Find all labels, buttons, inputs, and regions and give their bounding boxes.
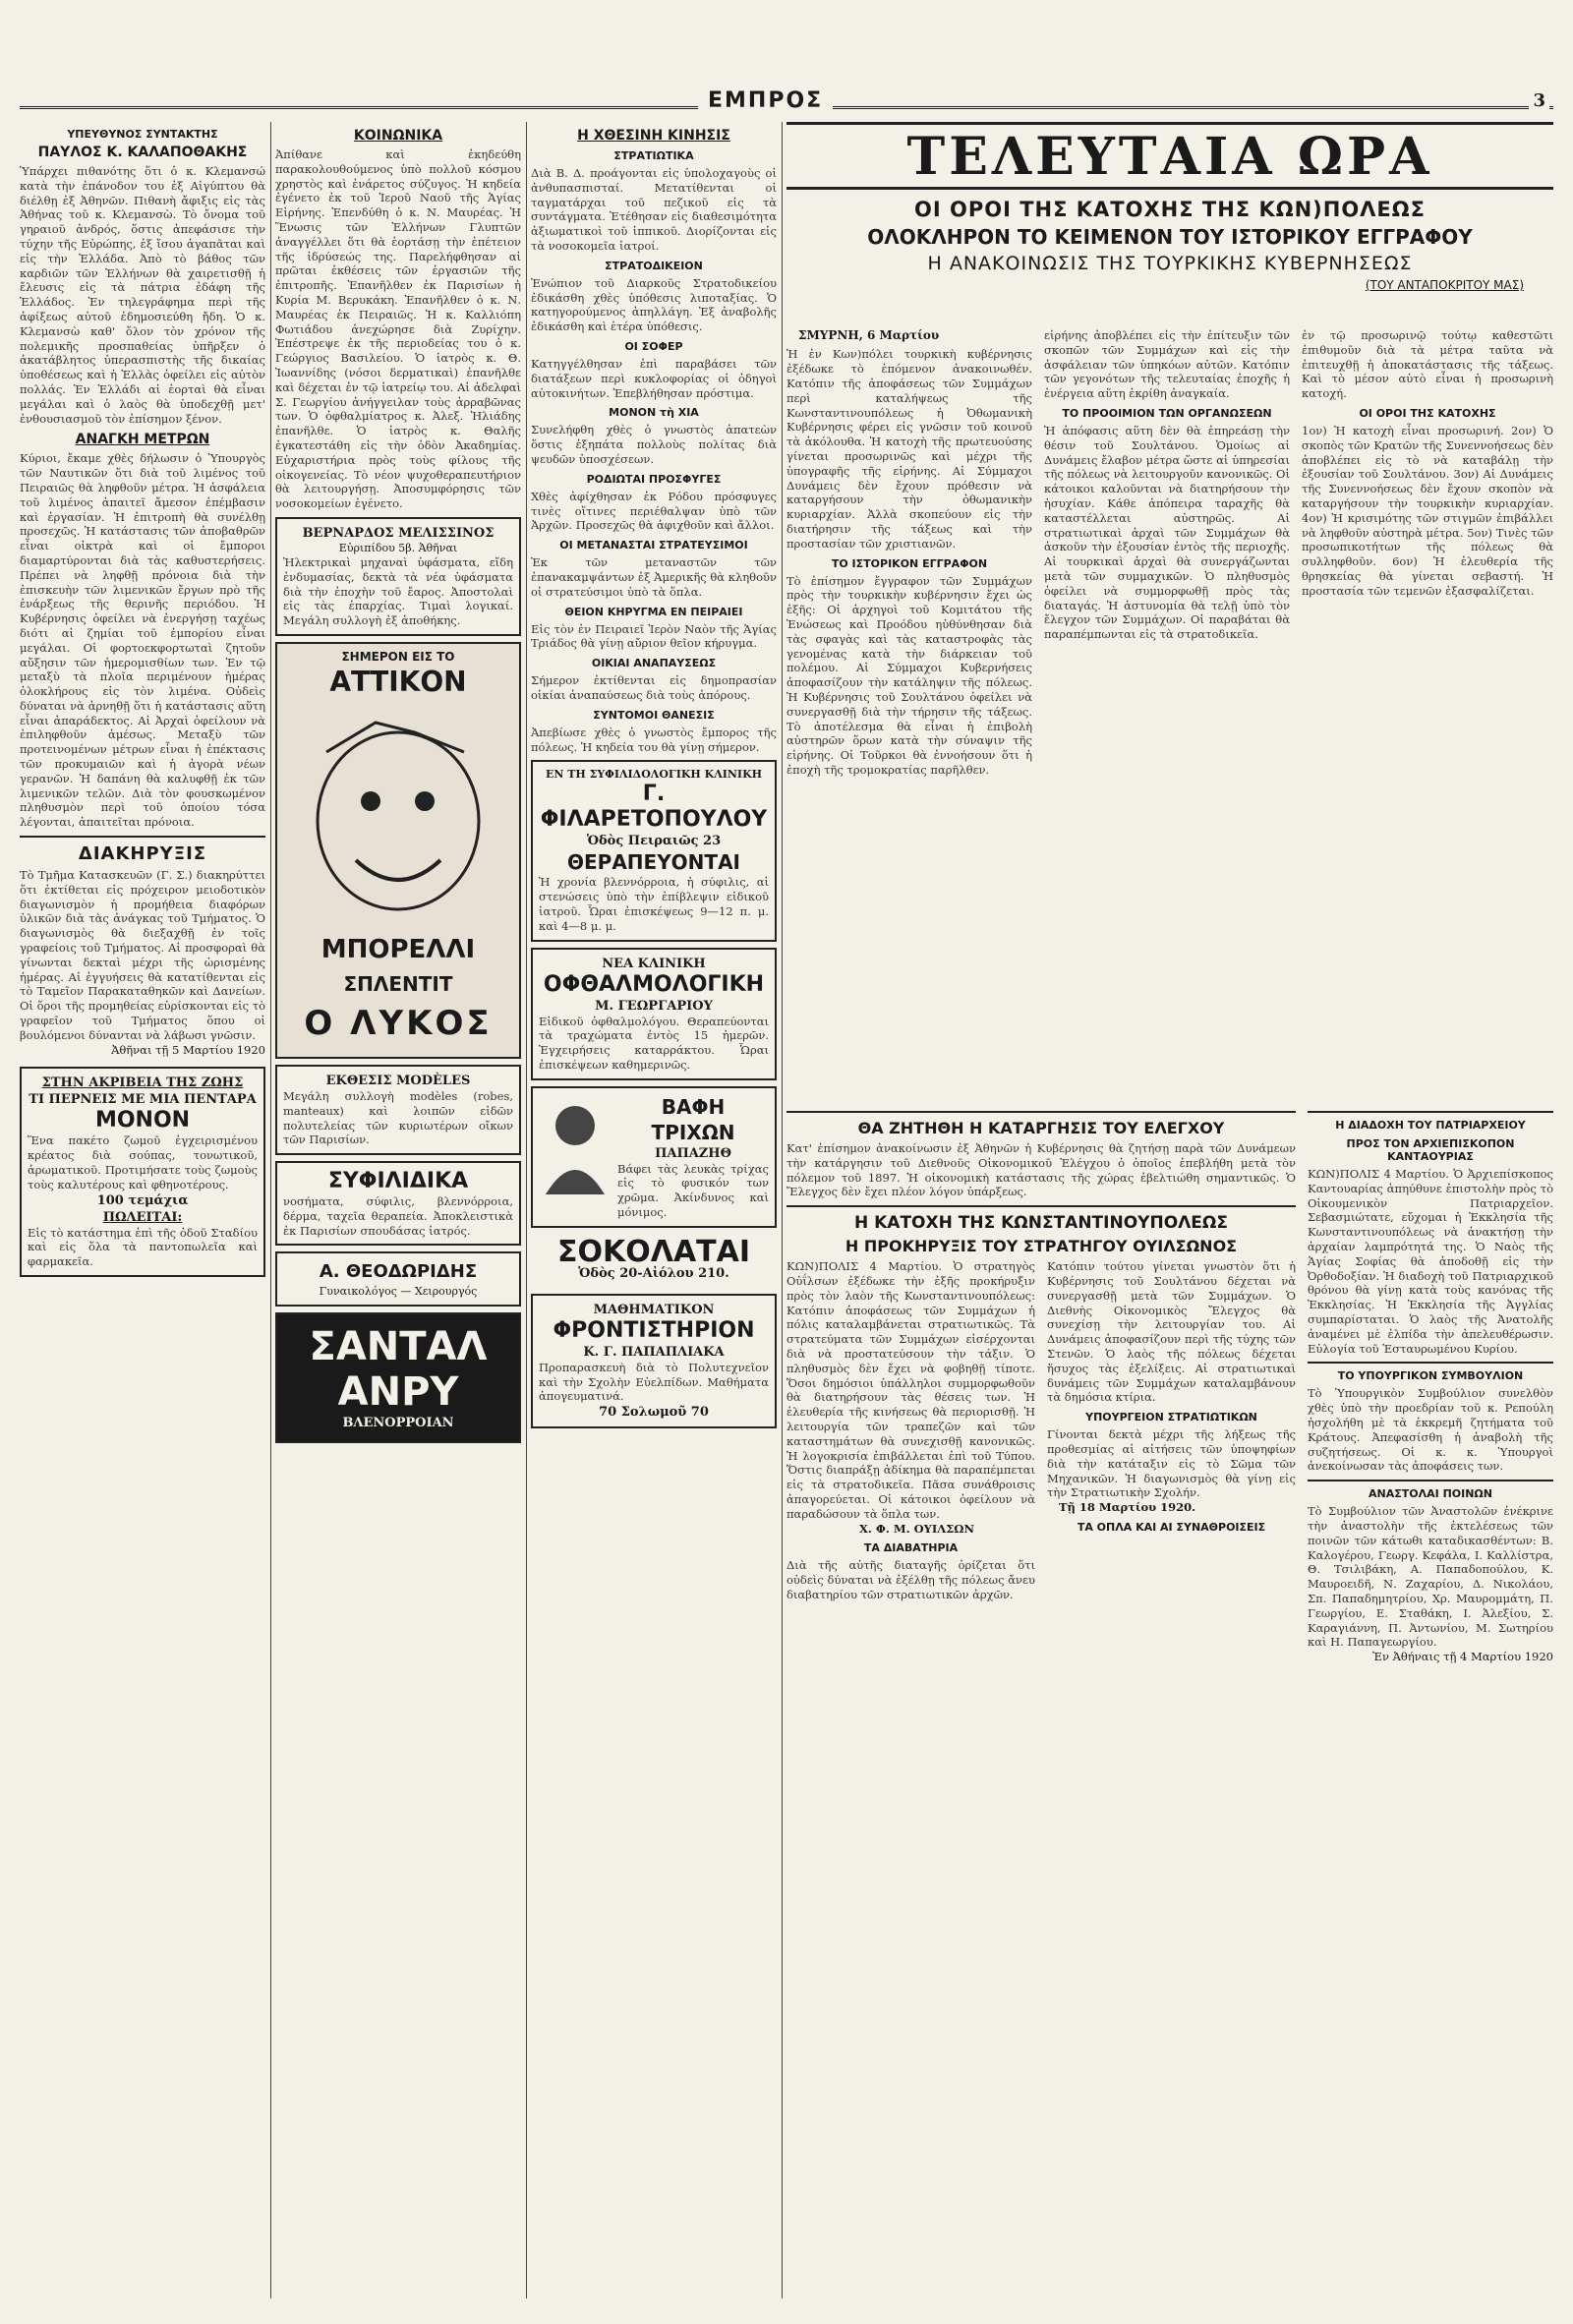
article-text: Ἀπεβίωσε χθὲς ὁ γνωστὸς ἔμπορος τῆς πόλεως. Ἡ κηδεία του θὰ γίνῃ σήμερον. xyxy=(531,725,777,754)
section-heading: ΔΙΑΚΗΡΥΞΙΣ xyxy=(20,836,265,864)
subheading: ΜΟΝΟΝ τὴ ΧΙΑ xyxy=(609,406,699,420)
ad-text: Μεγάλη συλλογὴ modèles (robes, manteaux) καὶ λοιπῶν εἰδῶν πολυτελείας τῶν κυριωτέρων οἴκων τῶν Παρισίων. xyxy=(283,1088,513,1147)
ad-title: ΦΡΟΝΤΙΣΤΗΡΙΟΝ xyxy=(553,1317,755,1343)
ad-stock: ΠΩΛΕΙΤΑΙ: xyxy=(102,1209,183,1225)
headline: Η ΚΑΤΟΧΗ ΤΗΣ ΚΩΝΣΤΑΝΤΙΝΟΥΠΟΛΕΩΣ xyxy=(853,1213,1228,1234)
dateline: Ἐν Ἀθήναις τῇ 4 Μαρτίου 1920 xyxy=(1372,1650,1553,1664)
ad-title: ΟΦΘΑΛΜΟΛΟΓΙΚΗ xyxy=(543,971,765,997)
column-divider xyxy=(782,122,783,2298)
section-heading: Η ΧΘΕΣΙΝΗ ΚΙΝΗΣΙΣ xyxy=(577,128,730,144)
signature: Χ. Φ. Μ. ΟΥΙΛΣΩΝ xyxy=(858,1521,975,1536)
page-number: 3 xyxy=(1529,90,1549,111)
ad-title: ΒΕΡΝΑΡΔΟΣ ΜΕΛΙΣΣΙΝΟΣ xyxy=(302,525,495,541)
section-heading: ΑΝΑΓΚΗ ΜΕΤΡΩΝ xyxy=(75,432,210,448)
ad-top: ΜΑΘΗΜΑΤΙΚΟΝ xyxy=(593,1302,715,1317)
divider xyxy=(1308,1111,1553,1113)
article-text: Κατηγγέλθησαν ἐπὶ παραβάσει τῶν διατάξεων περὶ κυκλοφορίας οἱ ὁδηγοὶ αὐτοκινήτων. Ἐπεβλήθησαν πρόστιμα. xyxy=(531,356,777,400)
divider xyxy=(1308,1362,1553,1364)
poster-venue: ΑΤΤΙΚΟΝ xyxy=(329,665,467,698)
ad-text: Ἠλεκτρικαὶ μηχαναὶ ὑφάσματα, εἴδη ἐνδυμασίας, δεκτὰ τὰ νέα ὑφάσματα διὰ τὴν ἐποχὴν τοῦ ἔαρος. Ἀποστολαὶ εἰς τὰς ἐπαρχίας. Τιμαὶ λογικαί. Μεγάλη συλλογὴ ἐξ ἀποθήκης. xyxy=(283,554,513,628)
headline: Η ΑΝΑΚΟΙΝΩΣΙΣ ΤΗΣ ΤΟΥΡΚΙΚΗΣ ΚΥΒΕΡΝΗΣΕΩΣ xyxy=(927,253,1413,274)
ad-title: ΜΟΝΟΝ xyxy=(94,1108,191,1133)
subheading: ΣΥΝΤΟΜΟΙ ΘΑΝΕΣΙΣ xyxy=(593,708,715,722)
ad-title: ΣΥΦΙΛΙΔΙΚΑ xyxy=(327,1169,469,1194)
advert-box xyxy=(275,1251,521,1307)
ad-subtitle: ΒΛΕΝΟΡΡΟΙΑΝ xyxy=(342,1416,454,1431)
poster-top: ΣΗΜΕΡΟΝ ΕΙΣ ΤΟ xyxy=(341,649,455,664)
ad-title: ΣΤΗΝ ΑΚΡΙΒΕΙΑ ΤΗΣ ΖΩΗΣ xyxy=(41,1075,244,1091)
ad-address: Ὁδὸς Πειραιῶς 23 xyxy=(586,834,722,849)
ad-subtitle: ΠΑΠΑΖΗΘ xyxy=(655,1145,731,1161)
ad-address: Εὐριπίδου 5β. Ἀθῆναι xyxy=(338,541,458,554)
ad-text: Εἰς τὸ κατάστημα ἐπὶ τῆς ὁδοῦ Σταδίου καὶ εἰς ὅλα τὰ παντοπωλεῖα καὶ φαρμακεῖα. xyxy=(28,1225,258,1269)
article-block xyxy=(786,1105,1296,1602)
subheading: ΣΤΡΑΤΙΩΤΙΚΑ xyxy=(613,149,694,162)
poster-illustration-icon xyxy=(287,713,509,929)
dateline: Τῇ 18 Μαρτίου 1920. xyxy=(1059,1500,1196,1515)
headline: Η ΔΙΑΔΟΧΗ ΤΟΥ ΠΑΤΡΙΑΡΧΕΙΟΥ xyxy=(1335,1119,1526,1132)
headline: Η ΠΡΟΚΗΡΥΞΙΣ ΤΟΥ ΣΤΡΑΤΗΓΟΥ ΟΥΙΛΣΩΝΟΣ xyxy=(845,1237,1238,1256)
article-text: Ἡ ἀπόφασις αὕτη δὲν θὰ ἐπηρεάσῃ τὴν θέσιν τοῦ Σουλτάνου. Ὁμοίως αἱ Δυνάμεις ἔλαβον μέτρα ὥστε αἱ ὑπηρεσίαι τῆς πόλεως νὰ λειτουργοῦν κανονικῶς. Οἱ κάτοικοι καλοῦνται νὰ διατηρήσουν τὴν ἡσυχίαν. Κάθε ἀπόπειρα ταραχῆς θὰ καταστέλλεται αὐστηρῶς. Αἱ στρατιωτικαὶ ἀρχαὶ τῶν Συμμάχων θὰ ἀσκοῦν τὴν ἐξουσίαν ἐντὸς τῆς περιοχῆς. Αἱ τουρκικαὶ ἀρχαὶ θὰ συνεργάζωνται μετὰ τῶν συμμαχικῶν. Ὁ πληθυσμὸς ὀφείλει νὰ συμμορφωθῇ πρὸς τὰς διαταγάς. Ἡ ἀστυνομία θὰ τελῇ ὑπὸ τὸν ἔλεγχον τῶν Συμμάχων. Οἱ παραβάται θὰ παραπέμπωνται εἰς τὰ στρατοδικεῖα. xyxy=(1044,423,1290,642)
ad-top: ΕΝ ΤΗ ΣΥΦΙΛΙΔΟΛΟΓΙΚΗ ΚΛΙΝΙΚΗ xyxy=(545,768,763,782)
ad-text: Προπαρασκευὴ διὰ τὸ Πολυτεχνεῖον καὶ τὴν Σχολὴν Εὐελπίδων. Μαθήματα ἀπογευματινά. xyxy=(539,1360,769,1404)
article-text: Κατόπιν τούτου γίνεται γνωστὸν ὅτι ἡ Κυβέρνησις τοῦ Σουλτάνου δέχεται νὰ συνεργασθῇ μετὰ τῶν Συμμάχων. Ὁ Διεθνὴς Οἰκονομικὸς Ἔλεγχος θὰ συνεχίσῃ τὴν λειτουργίαν του. Αἱ Δυνάμεις ἀποφασίζουν περὶ τῆς τύχης τῶν Στενῶν. Ὁ λαὸς τῆς πόλεως δέχεται ἥσυχος τὰς ἐξελίξεις. Αἱ στρατιωτικαὶ δυνάμεις τῶν Συμμάχων καταλαμβάνουν τὰ δημόσια κτίρια. xyxy=(1047,1259,1296,1405)
divider xyxy=(786,1205,1296,1207)
poster-show: ΣΠΛΕΝΤΙΤ xyxy=(343,971,453,996)
ad-text: Εἰδικοῦ ὀφθαλμολόγου. Θεραπεύονται τὰ τραχώματα ἐντὸς 15 ἡμερῶν. Ἐγχειρήσεις καταρράκτου. Ὧραι ἐπισκέψεων καθημερινῶς. xyxy=(539,1014,769,1072)
subheading: ΡΟΔΙΩΤΑΙ ΠΡΟΣΦΥΓΕΣ xyxy=(586,472,722,486)
ad-top: ΝΕΑ ΚΛΙΝΙΚΗ xyxy=(602,956,706,971)
advert-box xyxy=(275,1312,521,1443)
divider xyxy=(786,1111,1296,1113)
ad-title: Α. ΘΕΟΔΩΡΙΔΗΣ xyxy=(319,1261,478,1283)
subheading: ΟΙΚΙΑΙ ΑΝΑΠΑΥΣΕΩΣ xyxy=(591,657,717,670)
ad-text: νοσήματα, σύφιλις, βλεννόρροια, δέρμα, ταχεῖα θεραπεία. Ἀποκλειστικὰ ἐκ Παρισίων σπουδάσας ἰατρός. xyxy=(283,1194,513,1238)
ad-text: Ἕνα πακέτο ζωμοῦ ἐγχειρισμένου κρέατος διὰ σούπας, τονωτικοῦ, ἀρωματικοῦ. Προτιμήσατε τοὺς ζωμοὺς τοὺς καλυτέρους καὶ φθηνοτέρους. xyxy=(28,1133,258,1191)
ad-title: ΤΙ ΠΕΡΝΕΙΣ ΜΕ ΜΙΑ ΠΕΝΤΑΡΑ xyxy=(29,1092,257,1108)
advert-box xyxy=(531,760,777,941)
article-text: Εἰς τὸν ἐν Πειραιεῖ Ἱερὸν Ναὸν τῆς Ἁγίας Τριάδος θὰ γίνῃ αὔριον θεῖον κήρυγμα. xyxy=(531,621,777,651)
masthead-title: ΕΜΠΡΟΣ xyxy=(698,88,833,113)
subheading: ΤΑ ΔΙΑΒΑΤΗΡΙΑ xyxy=(863,1541,959,1555)
poster-show: ΜΠΟΡΕΛΛΙ xyxy=(320,934,476,964)
headline: ΟΛΟΚΛΗΡΟΝ ΤΟ ΚΕΙΜΕΝΟΝ ΤΟΥ ΙΣΤΟΡΙΚΟΥ ΕΓΓΡΑΦΟΥ xyxy=(867,225,1473,249)
byline-role: ΥΠΕΥΘΥΝΟΣ ΣΥΝΤΑΚΤΗΣ xyxy=(67,128,218,141)
article-column xyxy=(1308,1105,1553,1668)
portrait-icon xyxy=(541,1096,610,1194)
masthead xyxy=(0,88,1573,113)
advert-box xyxy=(275,517,521,636)
ad-subtitle: Μ. ΓΕΩΡΓΑΡΙΟΥ xyxy=(595,998,713,1014)
page-title: ΤΕΛΕΥΤΑΙΑ ΩΡΑ xyxy=(786,122,1553,190)
article-text: εἰρήνης ἀποβλέπει εἰς τὴν ἐπίτευξιν τῶν σκοπῶν τῶν Συμμάχων καὶ εἰς τὴν ἀσφάλειαν τῶν ὑπηκόων αὐτῶν. Κατόπιν τῶν γεγονότων τῆς τελευταίας ἐποχῆς ἡ ἐνέργεια αὕτη ἐκρίθη ἀναγκαία. xyxy=(1044,328,1290,401)
column-2 xyxy=(275,122,521,2298)
subheading: ΟΙ ΟΡΟΙ ΤΗΣ ΚΑΤΟΧΗΣ xyxy=(1359,406,1496,420)
column-4 xyxy=(786,122,1553,2298)
article-text: Ὑπάρχει πιθανότης ὅτι ὁ κ. Κλεμανσώ κατὰ τὴν ἐπάνοδον του ἐξ Αἰγύπτου θὰ διέλθῃ ἐξ Ἀθηνῶν. Πιθανὴ ἄφιξις εἰς τὰς Ἀθήνας τοῦ κ. Κλεμανσὼ. Τὸ ὄνομα τοῦ γηραιοῦ ἀνδρός, ὅστις ἀπεφάσισε τὴν τύχην τῆς Εὐρώπης, ἐξ ἴσου ἀγαπᾶται καὶ εἰς τὴν Ἑλλάδα. Ἀπὸ τὸ βάθος τῶν καρδιῶν τῶν Ἑλλήνων θὰ χαιρετισθῇ ἡ ἔλευσις εἰς τὰ πάτρια ἐδάφη τῆς Ἑλλάδος. Ἐν τηλεγράφημα περὶ τῆς ἀφίξεως αὐτοῦ ἐδημοσιεύθη ἤδη. Ὁ κ. Κλεμανσὼ καθ' ὅλον τὸν χρόνον τῆς πολεμικῆς προσπαθείας ὑπῆρξεν ὁ ἀκατάβλητος ὑπερασπιστὴς τῆς δικαίας ὑποθέσεως καὶ ἡ Ἑλλὰς ὀφείλει εἰς αὐτὸν πολλάς. Ἐν Ἑλλάδι αἱ ἑορταὶ θὰ εἶναι μεγάλαι καὶ ὁ λαὸς θὰ ὑποδεχθῇ μετ' ἐνθουσιασμοῦ τὸν ἐπίσημον ξένον. xyxy=(20,164,265,426)
article-column xyxy=(1044,328,1290,642)
article-text: ΚΩΝ)ΠΟΛΙΣ 4 Μαρτίου. Ὁ στρατηγὸς Οὐΐλσων ἐξέδωκε τὴν ἑξῆς προκήρυξιν πρὸς τὸν λαὸν τῆς Κωνσταντινουπόλεως: Κατόπιν ἀποφάσεως τῶν Συμμάχων ἡ πόλις καταλαμβάνεται στρατιωτικῶς. Τὰ στρατεύματα τῶν Συμμάχων εἰσέρχονται διὰ νὰ προστατεύσουν τὴν τάξιν. Ὁ πληθυσμὸς δὲν ἔχει νὰ φοβηθῇ τίποτε. Ὅσοι δημόσιοι ὑπάλληλοι συμμορφωθοῦν θὰ διατηρήσουν τὰς θέσεις των. Ἡ ἐλευθερία τῆς κινήσεως θὰ περιορισθῇ. Ἡ λειτουργία τῶν τραπεζῶν καὶ τῶν καταστημάτων θὰ συνεχισθῇ κανονικῶς. Ἡ λογοκρισία ἐπιβάλλεται ἐπὶ τοῦ Τύπου. Ὅστις διαπράξῃ ἀδίκημα θὰ παραπέμπεται εἰς τὰ στρατοδικεῖα. Πᾶσα συνάθροισις ἀπαγορεύεται. Οἱ κάτοικοι ὀφείλουν νὰ παραδώσουν τὰ ὅπλα των. xyxy=(786,1259,1035,1521)
subheading: ΥΠΟΥΡΓΕΙΟΝ ΣΤΡΑΤΙΩΤΙΚΩΝ xyxy=(1085,1411,1257,1424)
article-column xyxy=(786,328,1032,778)
article-text: ΚΩΝ)ΠΟΛΙΣ 4 Μαρτίου. Ὁ Ἀρχιεπίσκοπος Καντουαρίας ἀπηύθυνε ἐπιστολὴν πρὸς τὸ Οἰκουμενικὸν Πατριαρχεῖον. Σεβασμιώτατε, εὔχομαι ἡ Ἐκκλησία τῆς Κωνσταντινουπόλεως νὰ ἀνακτήσῃ τὴν ἀρχαίαν λαμπρότητά της. Ὁ Ναὸς τῆς Ἁγίας Σοφίας θὰ ἀποδοθῇ εἰς τὴν Ὀρθοδοξίαν. Ἡ διαδοχὴ τοῦ Πατριαρχικοῦ θρόνου θὰ γίνῃ κατὰ τοὺς κανόνας τῆς Ἐκκλησίας. Ἡ Ἐκκλησία τῆς Ἀγγλίας συμπαρίσταται. Ὁ λαὸς τῆς Ἀνατολῆς ἀναμένει μὲ ἐλπίδα τὴν ἀπελευθέρωσιν. Εὐλογία τοῦ Ἐσταυρωμένου Κυρίου. xyxy=(1308,1167,1553,1356)
headline: ΤΟ ΥΠΟΥΡΓΙΚΟΝ ΣΥΜΒΟΥΛΙΟΝ xyxy=(1337,1369,1524,1383)
article-text: Διὰ τῆς αὐτῆς διαταγῆς ὁρίζεται ὅτι οὐδεὶς δύναται νὰ ἐξέλθῃ τῆς πόλεως ἄνευ διαβατηρίου τῶν στρατιωτικῶν ἀρχῶν. xyxy=(786,1558,1035,1601)
article-text: Ἀπίθανε καὶ ἐκηδεύθη παρακολουθούμενος ὑπὸ πολλοῦ κόσμου χρηστὸς καὶ ἐνάρετος σύζυγος. Ἡ κηδεία ἐγένετο ἐκ τοῦ Ἱεροῦ Ναοῦ τῆς Ἁγίας Εἰρήνης. Ἐπενδύθη ὁ κ. Ν. Μαυρέας. Ἡ Ἕνωσις τῶν Ἑλλήνων Γλυπτῶν ἀναγγέλλει ὅτι θὰ ἑορτάσῃ τὴν ἐπέτειον τῆς ἱδρύσεώς της. Παρελήφθησαν αἱ πρῶται ἐκθέσεις τῶν ἐργασιῶν τῆς ἐπιτροπῆς. Ἐπανῆλθεν ἐκ Παρισίων ἡ Κυρία Μ. Βερυκάκη. Ἐπανῆλθεν ὁ κ. Ν. Μαυρέας ἐκ Πειραιῶς. Ἡ κ. Καλλιόπη Φωτιάδου ἀνεχώρησε διὰ Ζυρίχην. Ἐπέστρεψε ἐκ τῆς περιοδείας του ὁ κ. Γεώργιος Βασιλείου. Ὁ ἰατρὸς κ. Θ. Ἰωαννίδης (νόσοι δερματικαὶ) ἐπανῆλθε καὶ δέχεται ἐν τῷ ἰατρείῳ του. Αἱ ἀδελφαὶ Σ. Γεωργίου ἀνήγγειλαν τοὺς ἀρραβῶνας των. Ὁ ὀφθαλμίατρος κ. Ἀλεξ. Ἠλιάδης ἐπανῆλθε. Ὁ ἰατρὸς κ. Θαλῆς ἐγκατεστάθη εἰς τὴν ὁδὸν Ἀκαδημίας. Εὐχαριστήρια πρὸς τοὺς φίλους τῆς οἰκογενείας. Τὸ νέον ψυχοθεραπευτήριον θὰ λειτουργήσῃ. Ἀποσυμφόρησις τῶν νοσοκομείων ἐγένετο. xyxy=(275,147,521,511)
article-text: Συνελήφθη χθὲς ὁ γνωστὸς ἀπατεὼν ὅστις ἐξηπάτα πολλοὺς πολίτας διὰ ψευδῶν ὑποσχέσεων. xyxy=(531,423,777,466)
article-column xyxy=(1302,328,1553,599)
ad-title: ΒΑΦΗ ΤΡΙΧΩΝ xyxy=(651,1094,735,1144)
dateline: ΣΜΥΡΝΗ, 6 Μαρτίου xyxy=(798,328,940,342)
article-text: ἐν τῷ προσωρινῷ τούτῳ καθεστῶτι ἐπιθυμοῦν διὰ τὰ μέτρα ταῦτα νὰ ἐπιτευχθῇ ἡ ἀποκατάστασις τῆς τάξεως. Καὶ τὸ μέσον αὐτὸ εἶναι ἡ προσωρινὴ κατοχή. xyxy=(1302,328,1553,401)
section-heading: ΚΟΙΝΩΝΙΚΑ xyxy=(353,128,443,144)
article-text: Ἐνώπιον τοῦ Διαρκοῦς Στρατοδικείου ἐδικάσθη χθὲς ὑπόθεσις λιποταξίας. Ὁ κατηγορούμενος ἀπηλλάγη. Ἐξ ἀναβολῆς ἐδικάσθη καὶ ἑτέρα ὑπόθεσις. xyxy=(531,275,777,334)
article-text: Τὸ Συμβούλιον τῶν Ἀναστολῶν ἐνέκρινε τὴν ἀναστολὴν τῆς ἐκτελέσεως τῶν ποινῶν τῶν κάτωθι καταδικασθέντων: Β. Καλογέρου, Γεωργ. Κεφάλα, Ι. Καλλίστρα, Θ. Τσιλιβάκη, Α. Παπαδοπούλου, Κ. Μαυροειδῆ, Ν. Ζαχαρίου, Δ. Νικολάου, Σπ. Παπαδημητρίου, Χρ. Μαυρομμάτη, Π. Γεωργίου, Ε. Σταθάκη, Ι. Ἀλεξίου, Σ. Καραγιάννη, Π. Ἀντωνίου, Μ. Σωτηρίου καὶ Η. Παπαγεωργίου. xyxy=(1308,1504,1553,1650)
ad-subtitle: Γυναικολόγος — Χειρουργός xyxy=(319,1285,478,1299)
subheading: ΣΤΡΑΤΟΔΙΚΕΙΟΝ xyxy=(605,259,703,272)
correspondent-note: (ΤΟΥ ΑΝΤΑΠΟΚΡΙΤΟΥ ΜΑΣ) xyxy=(1365,278,1524,292)
article-text: Διὰ Β. Δ. προάγονται εἰς ὑπολοχαγοὺς οἱ ἀνθυπασπισταί. Μετατίθενται οἱ ταγματάρχαι τοῦ πεζικοῦ εἰς τὰ συντάγματα. Ἐτέθησαν εἰς διαθεσιμότητα ἀξιωματικοὶ τοῦ ἱππικοῦ. Διορίζονται εἰς τὰ νοσοκομεῖα ἰατροί. xyxy=(531,166,777,253)
ad-title: ΣΟΚΟΛΑΤΑΙ xyxy=(556,1234,751,1269)
advert-box xyxy=(20,1067,265,1277)
subheading: ΘΕΙΟΝ ΚΗΡΥΓΜΑ ΕΝ ΠΕΙΡΑΙΕΙ xyxy=(564,605,743,618)
subheading: ΟΙ ΜΕΤΑΝΑΣΤΑΙ ΣΤΡΑΤΕΥΣΙΜΟΙ xyxy=(559,539,748,552)
article-text: Ἡ ἐν Κων)πόλει τουρκικὴ κυβέρνησις ἐξέδωκε τὸ ἑπόμενον ἀνακοινωθέν. Κατόπιν τῆς ἀποφάσεως τῶν Συμμάχων περὶ καταλήψεως τῆς Κωνσταντινουπόλεως ἡ Ὀθωμανικὴ Κυβέρνησις φέρει εἰς γνῶσιν τοῦ κοινοῦ τὰ ἀκόλουθα. Ἡ κατοχὴ τῆς πρωτευούσης γίνεται προσωρινῶς καὶ μέχρι τῆς ὑπογραφῆς τῆς εἰρήνης. Αἱ Σύμμαχοι Δυνάμεις δὲν ἔχουν πρόθεσιν νὰ καταργήσουν τὴν ὀθωμανικὴν κυριαρχίαν. Ἀλλὰ σκοπεύουν εἰς τὴν διατήρησιν τῆς τάξεως καὶ τὴν προστασίαν τῶν χριστιανῶν. xyxy=(786,347,1032,551)
ad-title: ΕΚΘΕΣΙΣ MODÈLES xyxy=(325,1073,471,1088)
ad-title: ΣΑΝΤΑΛ ΑΝΡΥ xyxy=(309,1324,488,1416)
advert-box xyxy=(275,1161,521,1246)
headline: ΘΑ ΖΗΤΗΘΗ Η ΚΑΤΑΡΓΗΣΙΣ ΤΟΥ ΕΛΕΓΧΟΥ xyxy=(857,1119,1225,1137)
article-text: Κύριοι, ἔκαμε χθὲς δήλωσιν ὁ Ὑπουργὸς τῶν Ναυτικῶν ὅτι διὰ τοῦ λιμένος τοῦ Πειραιῶς θὰ ληφθοῦν μέτρα. Ἡ ἀσφάλεια τοῦ λιμένος ἀπαιτεῖ ἄμεσον ἐπέμβασιν καὶ ἐργασίαν. Ἡ ἐπιτροπὴ θὰ συνέλθῃ προσεχῶς. Ἡ κατάστασις τῶν ἀποβαθρῶν εἶναι οἰκτρὰ καὶ οἱ ἔμποροι διαμαρτύρονται διὰ τὰς καθυστερήσεις. Πρέπει νὰ ληφθῇ πρόνοια διὰ τὴν ἐπισκευὴν τῶν λιμενικῶν ἔργων πρὸ τῆς ἐνάρξεως τῆς θερινῆς περιόδου. Ἡ Κυβέρνησις ὀφείλει νὰ ἐνεργήσῃ ταχέως διότι αἱ ζημίαι τοῦ ἐμπορίου εἶναι μεγάλαι. Οἱ φορτοεκφορτωταὶ ζητοῦν αὔξησιν τῶν ἡμερομισθίων των. Ἐν τῷ μεταξὺ τὰ πλοῖα περιμένουν ἡμέρας ὁλοκλήρους εἰς τὸν λιμένα. Οὐδεὶς δύναται νὰ ἀρνηθῇ ὅτι ἡ κατάστασις αὕτη εἶναι ἀπαράδεκτος. Αἱ Ἀρχαὶ ὀφείλουν νὰ ἐπιληφθοῦν ἀμέσως. Μεταξὺ τῶν προτεινομένων μέτρων εἶναι ἡ ἐπέκτασις τῶν προκυμαιῶν καὶ ἡ ἀγορὰ νέων γερανῶν. Ἡ δαπάνη θὰ καλυφθῇ ἐκ τῶν λιμενικῶν τελῶν. Διὰ τὸν φουσκωμένον πληθυσμὸν περὶ τοῦ ὁποίου τόσα λέγονται, ἀπαιτεῖται πρόνοια. xyxy=(20,451,265,830)
ad-subtitle: Κ. Γ. ΠΑΠΑΠΛΙΑΚΑ xyxy=(583,1344,725,1360)
ad-text: Βάφει τὰς λευκὰς τρίχας εἰς τὸ φυσικόν των χρῶμα. Ἀκίνδυνος καὶ μόνιμος. xyxy=(617,1161,769,1220)
article-text: Κατ' ἐπίσημον ἀνακοίνωσιν ἐξ Ἀθηνῶν ἡ Κυβέρνησις θὰ ζητήσῃ παρὰ τῶν Δυνάμεων τὴν κατάργησιν τοῦ Διεθνοῦς Οἰκονομικοῦ Ἐλέγχου ὁ ὁποῖος ἐπεβλήθη μετὰ τὸν πόλεμον τοῦ 1897. Ἡ οἰκονομικὴ κατάστασις τῆς χώρας ἐβελτιώθη σημαντικῶς. Ὁ Ἔλεγχος δὲν ἔχει πλέον λόγον ὑπάρξεως. xyxy=(786,1141,1296,1199)
ad-subtitle: Ὁδὸς 20-Αἰόλου 210. xyxy=(578,1265,729,1281)
advert-box xyxy=(531,1234,777,1288)
article-text: Τὸ ἐπίσημον ἔγγραφον τῶν Συμμάχων πρὸς τὴν τουρκικὴν κυβέρνησιν ἔχει ὡς ἑξῆς: Οἱ ἀρχηγοὶ τοῦ Κομιτάτου τῆς Ἑνώσεως καὶ Προόδου ηὐθύνθησαν διὰ τὰς σφαγὰς καὶ τὰς καταστροφὰς τὰς γενομένας κατὰ τὴν διάρκειαν τοῦ πολέμου. Αἱ Σύμμαχοι Κυβερνήσεις ἀποφασίζουν τὴν κατάληψιν τῆς πόλεως. Ἡ Κυβέρνησις τοῦ Σουλτάνου ὀφείλει νὰ συνεργασθῇ διὰ τὴν τήρησιν τῆς τάξεως. Τὸ ἀποτέλεσμα θὰ εἶναι ἡ ἐπιβολὴ αὐστηρῶν ὅρων κατὰ τὴν σύναψιν τῆς εἰρήνης. Οἱ Τοῦρκοι θὰ ἐννοήσουν ὅτι ἡ ἐποχὴ τῆς τρομοκρατίας παρῆλθεν. xyxy=(786,573,1032,777)
ad-title: Γ. ΦΙΛΑΡΕΤΟΠΟΥΛΟΥ xyxy=(540,782,768,833)
headline: ΠΡΟΣ ΤΟΝ ΑΡΧΙΕΠΙΣΚΟΠΟΝ ΚΑΝΤΑΟΥΡΙΑΣ xyxy=(1346,1137,1515,1163)
column-1 xyxy=(20,122,265,2298)
ad-address: 70 Σολωμοῦ 70 xyxy=(599,1405,709,1421)
advert-box xyxy=(531,1294,777,1428)
subheading: ΟΙ ΣΟΦΕΡ xyxy=(624,339,683,353)
headline: ΑΝΑΣΤΟΛΑΙ ΠΟΙΝΩΝ xyxy=(1369,1487,1492,1501)
subheading: ΤΑ ΟΠΛΑ ΚΑΙ ΑΙ ΣΥΝΑΘΡΟΙΣΕΙΣ xyxy=(1077,1520,1266,1534)
article-text: 1ον) Ἡ κατοχὴ εἶναι προσωρινή. 2ον) Ὁ σκοπὸς τῶν Κρατῶν τῆς Συνεννοήσεως δὲν ἀποβλέπει εἰς τὸ νὰ καταβάλῃ τὴν ἐξουσίαν τοῦ Σουλτάνου. 3ον) Αἱ Δυνάμεις τῆς Συνεννοήσεως δὲν ἔχουν σκοπὸν νὰ καταργήσουν τὴν τουρκικὴν κυριαρχίαν. 4ον) Ἡ κρισιμότης τῶν στιγμῶν ἐπιβάλλει νὰ ληφθοῦν αὐστηρὰ μέτρα. 5ον) Τινὲς τῶν προσωπικοτήτων τῆς πόλεως θὰ συλληφθοῦν. 6ον) Ἡ ἐλευθερία τῆς θρησκείας θὰ γίνεται σεβαστή. Ἡ προστασία τῶν τεμενῶν ἐξασφαλίζεται. xyxy=(1302,423,1553,598)
advert-box xyxy=(275,1065,521,1155)
column-divider xyxy=(270,122,271,2298)
advert-box xyxy=(531,948,777,1080)
dateline: Ἀθῆναι τῇ 5 Μαρτίου 1920 xyxy=(111,1042,265,1057)
article-text: Χθὲς ἀφίχθησαν ἐκ Ρόδου πρόσφυγες τινὲς οἵτινες περιέθαλψαν ὑπὸ τῶν Ἀρχῶν. Προσεχῶς θὰ ἀφιχθοῦν καὶ ἄλλοι. xyxy=(531,489,777,533)
poster-show: Ο ΛΥΚΟΣ xyxy=(304,1003,493,1043)
headline: ΟΙ ΟΡΟΙ ΤΗΣ ΚΑΤΟΧΗΣ ΤΗΣ ΚΩΝ)ΠΟΛΕΩΣ xyxy=(914,198,1426,221)
article-text: Ἐκ τῶν μεταναστῶν τῶν ἐπανακαμψάντων ἐξ Ἀμερικῆς θὰ κληθοῦν οἱ στρατεύσιμοι ὑπὸ τὰ ὅπλα. xyxy=(531,555,777,599)
article-text: Τὸ Ὑπουργικὸν Συμβούλιον συνελθὸν χθὲς ὑπὸ τὴν προεδρίαν τοῦ κ. Ρεπούλη ἠσχολήθη μὲ τὰ ἐκκρεμῆ ζητήματα τοῦ Κράτους. Ἀπεφασίσθη ἡ ἀναβολὴ τῆς συζητήσεως. Οἱ κ. κ. Ὑπουργοὶ ἀνεκοίνωσαν τὰς ἀποφάσεις των. xyxy=(1308,1386,1553,1474)
article-text: Γίνονται δεκτὰ μέχρι τῆς λήξεως τῆς προθεσμίας αἱ αἰτήσεις τῶν ὑποψηφίων διὰ τὴν κατάταξιν εἰς τὸ Σῶμα τῶν Μηχανικῶν. Ἡ διαγωνισμὸς θὰ γίνῃ εἰς τὴν Στρατιωτικὴν Σχολήν. xyxy=(1047,1427,1296,1500)
ad-subtitle: ΘΕΡΑΠΕΥΟΝΤΑΙ xyxy=(567,850,740,875)
column-divider xyxy=(526,122,527,2298)
ad-price: 100 τεμάχια xyxy=(96,1192,189,1208)
byline-name: ΠΑΥΛΟΣ Κ. ΚΑΛΑΠΟΘΑΚΗΣ xyxy=(37,145,248,160)
subheading: ΤΟ ΠΡΟΟΙΜΙΟΝ ΤΩΝ ΟΡΓΑΝΩΣΕΩΝ xyxy=(1062,406,1272,420)
divider xyxy=(1308,1480,1553,1482)
column-3 xyxy=(531,122,777,2298)
subheading: ΤΟ ΙΣΤΟΡΙΚΟΝ ΕΓΓΡΑΦΟΝ xyxy=(831,556,988,570)
article-text: Τὸ Τμῆμα Κατασκευῶν (Γ. Σ.) διακηρύττει ὅτι ἐκτίθεται εἰς πρόχειρον μειοδοτικὸν διαγωνισμὸν ἡ προμήθεια διαφόρων ὑλικῶν διὰ τὰς ἀνάγκας τοῦ Τμήματος. Ὁ διαγωνισμὸς θὰ διεξαχθῇ ἐν τοῖς γραφείοις τοῦ Τμήματος. Αἱ προσφοραὶ θὰ γίνωνται δεκταὶ μέχρι τῆς ὡρισμένης ἡμέρας. Αἱ ἐγγυήσεις θὰ κατατίθενται εἰς τὸ Ταμεῖον Παρακαταθηκῶν καὶ Δανείων. Οἱ ὅροι τῆς προμηθείας εὑρίσκονται εἰς τὸ γραφεῖον τοῦ Τμήματος ὅπου οἱ βουλόμενοι δύνανται νὰ λάβωσι γνῶσιν. xyxy=(20,868,265,1042)
ad-text: Ἡ χρονία βλεννόρροια, ἡ σύφιλις, αἱ στενώσεις ὑπὸ τὴν ἐπίβλεψιν εἰδικοῦ ἰατροῦ. Ὧραι ἐπισκέψεως 9—12 π. μ. καὶ 4—8 μ. μ. xyxy=(539,875,769,933)
advert-box xyxy=(531,1086,777,1228)
article-text: Σήμερον ἐκτίθενται εἰς δημοπρασίαν οἰκίαι ἀναπαύσεως διὰ τοὺς ἀπόρους. xyxy=(531,673,777,702)
theatre-poster xyxy=(275,642,521,1059)
